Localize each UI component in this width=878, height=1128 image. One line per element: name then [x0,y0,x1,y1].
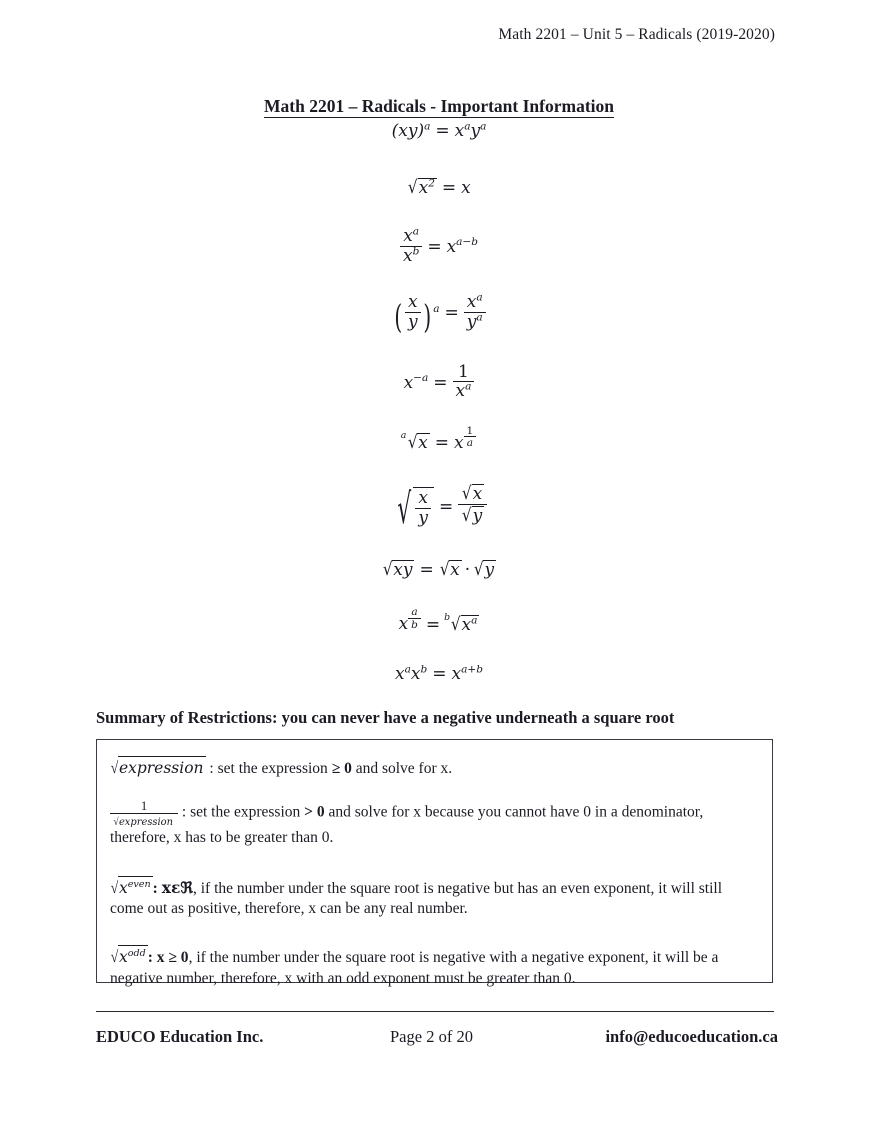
restriction-one-over-sqrt-expression [110,800,758,849]
formula-power-of-product: $(xy)^a = x^ay^a$ [391,120,487,141]
sqrt-x-odd-radical: $√x^{odd}$ [110,945,148,969]
footer-email: info@educoeducation.ca [605,1027,778,1046]
running-head: Math 2201 – Unit 5 – Radicals (2019-2020) [498,26,775,43]
one-over-sqrt-fraction [110,800,178,829]
restriction-text-before: : set the expression [205,760,332,777]
page-title-text: Math 2201 – Radicals - Important Information [264,96,614,116]
formula-power-of-quotient: ( $\frac{x}{y}$ ) $^a$ = $\frac{x^a}{y^a}$ [0,294,878,331]
restriction-bold-condition: > 0 [304,802,325,820]
footer-divider [96,1011,774,1012]
restriction-text-before: : set the expression [178,802,305,820]
restriction-text-after: , if the number under the square root is negative with a negative exponent, it will be a negative number, therefore, x with an odd exponent must be greater than 0. [110,949,719,987]
restriction-sqrt-x-even [110,876,758,920]
formula-sqrt-of-quotient: √ $\frac{x}{y}$ = $\frac{√x}{√y}$ [0,484,878,528]
radicand-exponent: even [127,878,151,890]
radicand-base: x [118,878,128,897]
formula-quotient-of-powers: $\frac{x^a}{x^b}$ = $x^{a-b}$ [0,228,878,265]
restrictions-box [96,739,773,987]
denominator-radical: √expression [113,815,174,828]
restriction-sqrt-expression [110,756,758,780]
fraction-numerator: 1 [140,798,148,813]
footer-company: EDUCO Education Inc. [96,1027,264,1046]
formula-sqrt-of-product: √xy = √x · √y [382,559,495,581]
restriction-colon: : [152,879,162,897]
page-title [0,96,878,117]
restriction-text-after: and solve for x because you cannot have 0 in a denominator, therefore, x has to be greater than 0. [110,802,704,847]
sqrt-x-even-radical: $√x^{even}$ [110,876,153,900]
summary-of-restrictions-heading: Summary of Restrictions: you can never have a negative underneath a square root [96,708,675,727]
restriction-colon: : [147,949,157,966]
restriction-bold-condition: ≥ 0 [331,760,352,777]
radicand-label: expression [118,816,174,828]
restriction-bold-condition: xεℜ [161,877,193,897]
restriction-bold-condition: x ≥ 0 [156,949,189,966]
sqrt-expression-radical: √expression [110,756,206,780]
formula-product-of-powers: $x^ax^b = x^{a+b}$ [395,663,483,685]
formula-sqrt-x-squared: $√x^2 = x$ [408,177,471,198]
radicand-base: x [118,948,128,966]
restriction-text-after: and solve for x. [351,760,453,777]
restriction-text-after: , if the number under the square root is negative but has an even exponent, it will still come out as positive, therefore, x can be any real number. [110,879,723,918]
footer-page-number: Page 2 of 20 [390,1027,473,1046]
page-footer [96,1027,778,1051]
radicand-label: expression [118,756,206,779]
formula-nth-root-as-power: a √x = x $^{\frac{1}{a}}$ [0,432,878,456]
restriction-sqrt-x-odd [110,945,758,989]
formula-negative-exponent: $x^{-a}$ = $\frac{1}{x^a}$ [0,364,878,401]
formula-list [0,118,878,683]
radicand-exponent: odd [127,947,146,959]
formula-rational-exponent: x $^{\frac{a}{b}}$ = b $√x^a$ [398,605,478,635]
